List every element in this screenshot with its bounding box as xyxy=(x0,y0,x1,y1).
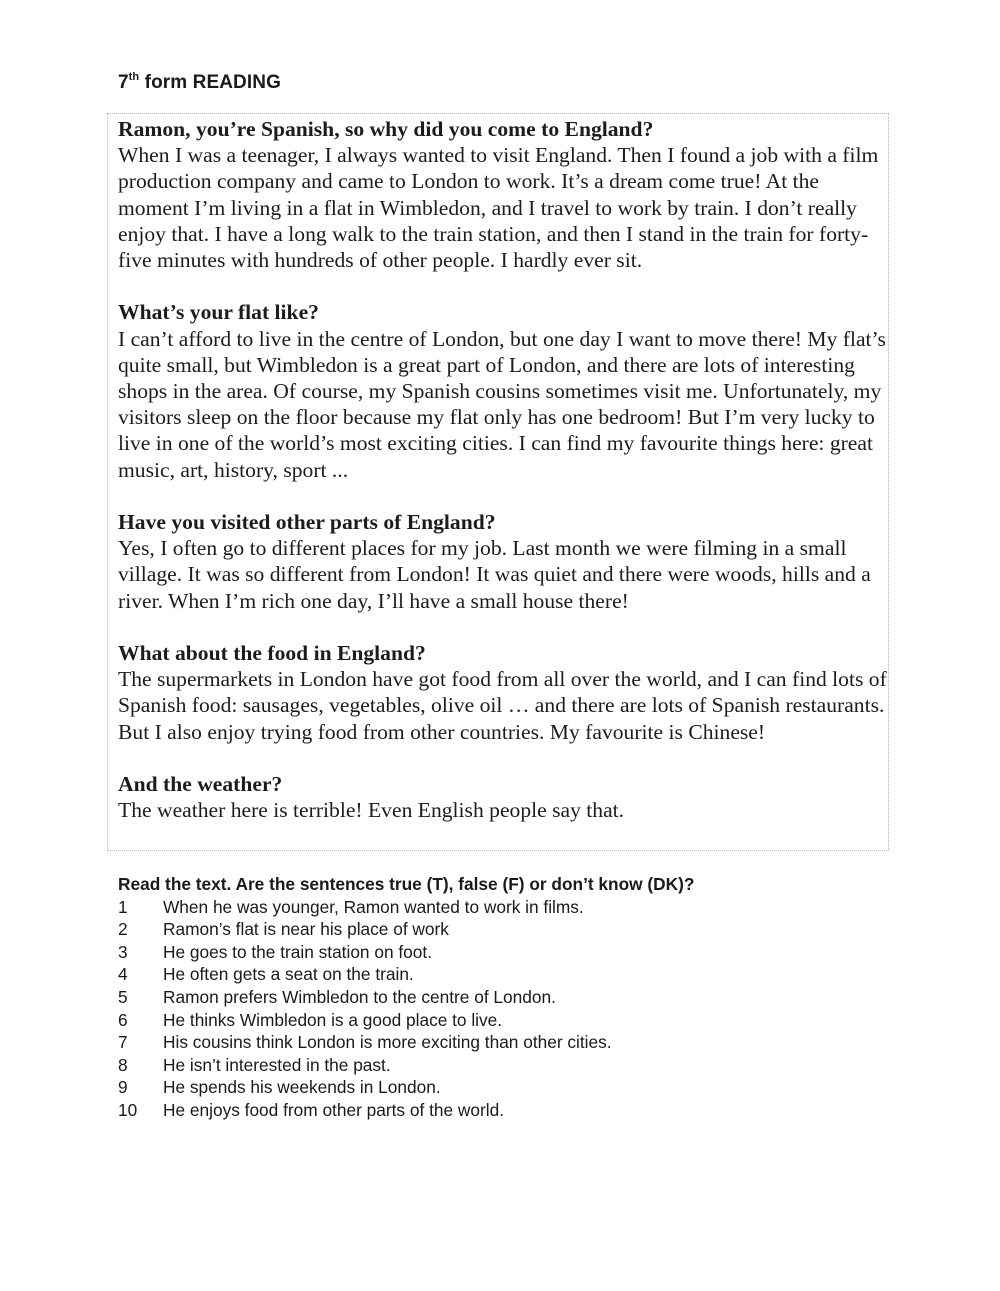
statement-text: He thinks Wimbledon is a good place to live. xyxy=(163,1009,503,1030)
statement-number: 7 xyxy=(118,1032,128,1053)
interview-block-5 xyxy=(118,771,890,823)
interview-question: And the weather? xyxy=(118,772,283,797)
interview-answer: When I was a teenager, I always wanted to visit England. Then I found a job with a film production company and came to London to work. It’s a dream come true! At the moment I’m living in a flat in Wimbledon, and I travel to work by train. I don’t really enjoy that. I have a long walk to the train station, and then I stand in the train for forty-five minutes with hundreds of other people. I hardly ever sit. xyxy=(118,143,879,273)
statement-number: 1 xyxy=(118,896,128,917)
statement-item xyxy=(118,1009,898,1032)
statement-item xyxy=(118,896,898,919)
statement-list xyxy=(118,896,898,1122)
statement-text: Ramon prefers Wimbledon to the centre of London. xyxy=(163,986,556,1007)
interview-answer: I can’t afford to live in the centre of London, but one day I want to move there! My flat’s quite small, but Wimbledon is a great part of London, and there are lots of interesting shops in the area. Of course, my Spanish cousins sometimes visit me. Unfortunately, my visitors sleep on the floor because my flat only has one bedroom! But I’m very lucky to live in one of the world’s most exciting cities. I can find my favourite things here: great music, art, history, sport ... xyxy=(118,326,886,482)
statement-number: 4 xyxy=(118,964,128,985)
statement-text: Ramon’s flat is near his place of work xyxy=(163,919,449,940)
interview-question: Have you visited other parts of England? xyxy=(118,510,496,535)
title-rest: form READING xyxy=(139,72,281,93)
statement-text: When he was younger, Ramon wanted to work in films. xyxy=(163,896,584,917)
interview-block-2 xyxy=(118,299,890,482)
statement-item xyxy=(118,1054,898,1077)
interview-block-3 xyxy=(118,509,890,614)
statement-number: 3 xyxy=(118,941,128,962)
statement-item xyxy=(118,918,898,941)
statement-number: 5 xyxy=(118,986,128,1007)
page-title xyxy=(118,70,281,96)
statement-item xyxy=(118,963,898,986)
interview-question: What about the food in England? xyxy=(118,641,426,666)
statement-text: He spends his weekends in London. xyxy=(163,1077,441,1098)
true-false-exercise xyxy=(118,873,898,1122)
statement-text: He enjoys food from other parts of the world. xyxy=(163,1099,504,1120)
statement-item xyxy=(118,1099,898,1122)
interview-answer: Yes, I often go to different places for my job. Last month we were filming in a small village. It was so different from London! It was quiet and there were woods, hills and a river. When I’m rich one day, I’ll have a small house there! xyxy=(118,536,871,613)
interview-block-1 xyxy=(118,116,890,273)
statement-number: 8 xyxy=(118,1054,128,1075)
statement-number: 6 xyxy=(118,1009,128,1030)
interview-answer: The supermarkets in London have got food from all over the world, and I can find lots of Spanish food: sausages, vegetables, olive oil … and there are lots of Spanish restaurants. But I also enjoy trying food from other countries. My favourite is Chinese! xyxy=(118,667,887,744)
statement-text: His cousins think London is more exciting than other cities. xyxy=(163,1032,612,1053)
interview-question: Ramon, you’re Spanish, so why did you come to England? xyxy=(118,117,654,141)
statement-number: 2 xyxy=(118,919,128,940)
interview-question: What’s your flat like? xyxy=(118,300,319,325)
title-superscript: th xyxy=(128,70,140,83)
statement-number: 9 xyxy=(118,1077,128,1098)
statement-text: He goes to the train station on foot. xyxy=(163,941,432,962)
statement-item xyxy=(118,941,898,964)
statement-number: 10 xyxy=(118,1099,138,1120)
exercise-instruction: Read the text. Are the sentences true (T), false (F) or don’t know (DK)? xyxy=(118,874,695,894)
statement-text: He often gets a seat on the train. xyxy=(163,964,414,985)
statement-item xyxy=(118,1076,898,1099)
reading-passage xyxy=(118,116,890,823)
statement-item xyxy=(118,986,898,1009)
statement-item xyxy=(118,1031,898,1054)
interview-block-4 xyxy=(118,640,890,745)
statement-text: He isn’t interested in the past. xyxy=(163,1054,391,1075)
title-prefix: 7 xyxy=(118,72,129,93)
interview-answer: The weather here is terrible! Even English people say that. xyxy=(118,798,625,823)
